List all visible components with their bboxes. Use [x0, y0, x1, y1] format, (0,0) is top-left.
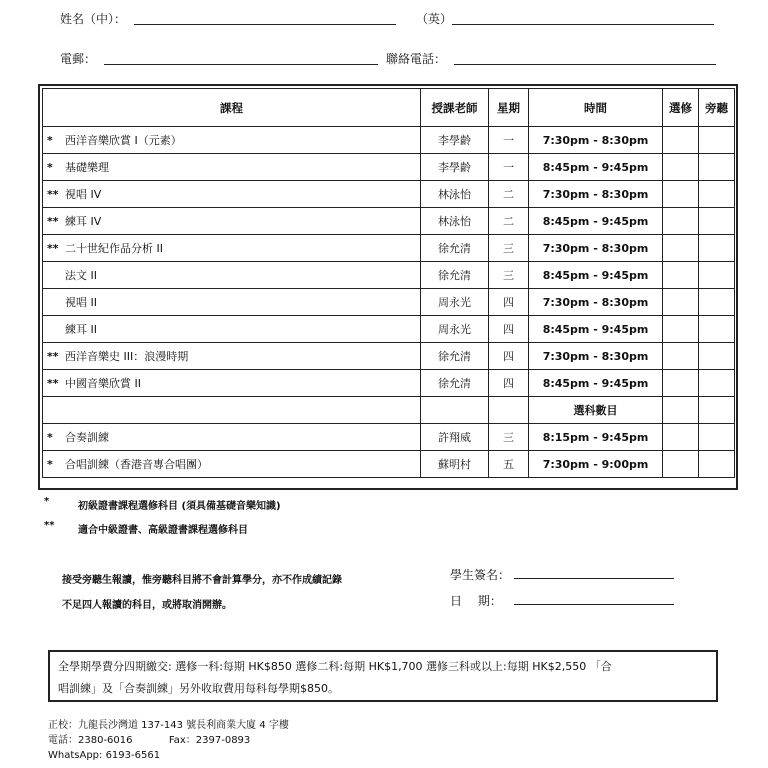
- course-cell: [43, 181, 421, 208]
- note-single-mark: *: [44, 496, 50, 507]
- table-row: [43, 451, 735, 478]
- day-cell: 四: [489, 289, 529, 316]
- footer-fax: Fax：2397-0893: [168, 735, 251, 746]
- course-mark: **: [47, 215, 59, 228]
- elective-checkbox-cell[interactable]: [663, 424, 699, 451]
- email-field[interactable]: [104, 64, 378, 65]
- audit-checkbox-cell[interactable]: [699, 181, 735, 208]
- time-cell: 7:30pm - 8:30pm: [529, 181, 663, 208]
- teacher-cell: 蘇明村: [421, 451, 489, 478]
- course-name: 合唱訓練（香港音專合唱團）: [65, 458, 208, 471]
- name-chinese-label: 姓名（中）：: [60, 12, 127, 26]
- time-cell: 7:30pm - 8:30pm: [529, 235, 663, 262]
- course-cell: [43, 208, 421, 235]
- course-name: 練耳 IV: [65, 215, 102, 228]
- note-single-text: 初級證書課程選修科目 (須具備基礎音樂知識): [78, 501, 281, 512]
- elective-checkbox-cell[interactable]: [663, 370, 699, 397]
- section-empty-cell: [699, 397, 735, 424]
- day-cell: 一: [489, 127, 529, 154]
- elective-checkbox-cell[interactable]: [663, 289, 699, 316]
- table-row: [43, 289, 735, 316]
- day-cell: 二: [489, 208, 529, 235]
- course-cell: [43, 262, 421, 289]
- audit-checkbox-cell[interactable]: [699, 127, 735, 154]
- audit-checkbox-cell[interactable]: [699, 154, 735, 181]
- day-cell: 三: [489, 235, 529, 262]
- time-cell: 8:45pm - 9:45pm: [529, 154, 663, 181]
- policy-audit-text: 接受旁聽生報讀，惟旁聽科目將不會計算學分，亦不作成績記錄: [62, 575, 342, 586]
- teacher-cell: 周永光: [421, 316, 489, 343]
- elective-checkbox-cell[interactable]: [663, 451, 699, 478]
- course-name: 西洋音樂史 III：浪漫時期: [65, 350, 189, 363]
- student-signature-label: 學生簽名：: [450, 568, 511, 582]
- footer-phone: 電話：2380-6016: [48, 735, 133, 746]
- audit-checkbox-cell[interactable]: [699, 235, 735, 262]
- table-row: [43, 316, 735, 343]
- teacher-cell: 徐允清: [421, 343, 489, 370]
- course-cell: [43, 451, 421, 478]
- section-empty-cell: [43, 397, 421, 424]
- audit-checkbox-cell[interactable]: [699, 208, 735, 235]
- teacher-cell: 徐允清: [421, 262, 489, 289]
- elective-checkbox-cell[interactable]: [663, 154, 699, 181]
- course-name: 基礎樂理: [65, 161, 109, 174]
- time-cell: 7:30pm - 8:30pm: [529, 289, 663, 316]
- elective-checkbox-cell[interactable]: [663, 262, 699, 289]
- elective-checkbox-cell[interactable]: [663, 127, 699, 154]
- course-mark: *: [47, 431, 53, 444]
- course-name: 西洋音樂欣賞 I（元素）: [65, 134, 182, 147]
- table-row: [43, 262, 735, 289]
- teacher-cell: 徐允清: [421, 370, 489, 397]
- section-row: [43, 397, 735, 424]
- audit-checkbox-cell[interactable]: [699, 451, 735, 478]
- table-row: [43, 370, 735, 397]
- audit-checkbox-cell[interactable]: [699, 316, 735, 343]
- course-mark: *: [47, 134, 53, 147]
- date-label: 日 期：: [450, 594, 502, 608]
- time-cell: 7:30pm - 8:30pm: [529, 343, 663, 370]
- elective-checkbox-cell[interactable]: [663, 343, 699, 370]
- phone-label: 聯絡電話：: [386, 52, 447, 66]
- table-header-row: [43, 89, 735, 127]
- fee-box: [48, 650, 718, 702]
- audit-checkbox-cell[interactable]: [699, 343, 735, 370]
- course-name: 練耳 II: [65, 323, 97, 336]
- day-cell: 四: [489, 343, 529, 370]
- course-cell: [43, 127, 421, 154]
- email-label: 電郵：: [60, 52, 97, 66]
- time-cell: 8:45pm - 9:45pm: [529, 208, 663, 235]
- course-name: 法文 II: [65, 269, 97, 282]
- footer: [48, 718, 289, 763]
- course-name: 中國音樂欣賞 II: [65, 377, 141, 390]
- table-row: [43, 235, 735, 262]
- table-row: [43, 127, 735, 154]
- footer-contact: [48, 733, 289, 748]
- name-english-field[interactable]: [452, 24, 714, 25]
- day-cell: 四: [489, 316, 529, 343]
- day-cell: 三: [489, 424, 529, 451]
- header-day: 星期: [489, 89, 529, 127]
- section-empty-cell: [489, 397, 529, 424]
- note-double-mark: **: [44, 520, 55, 531]
- time-cell: 7:30pm - 9:00pm: [529, 451, 663, 478]
- day-cell: 五: [489, 451, 529, 478]
- course-mark: **: [47, 188, 59, 201]
- course-cell: [43, 289, 421, 316]
- course-cell: [43, 370, 421, 397]
- teacher-cell: 李學齡: [421, 154, 489, 181]
- table-row: [43, 181, 735, 208]
- time-cell: 8:45pm - 9:45pm: [529, 262, 663, 289]
- audit-checkbox-cell[interactable]: [699, 289, 735, 316]
- elective-checkbox-cell[interactable]: [663, 181, 699, 208]
- name-chinese-field[interactable]: [134, 24, 396, 25]
- header-course: 課程: [43, 89, 421, 127]
- teacher-cell: 周永光: [421, 289, 489, 316]
- header-elective: 選修: [663, 89, 699, 127]
- section-empty-cell: [421, 397, 489, 424]
- time-cell: 8:15pm - 9:45pm: [529, 424, 663, 451]
- audit-checkbox-cell[interactable]: [699, 262, 735, 289]
- header-audit: 旁聽: [699, 89, 735, 127]
- course-cell: [43, 343, 421, 370]
- course-mark: **: [47, 377, 59, 390]
- time-cell: 8:45pm - 9:45pm: [529, 370, 663, 397]
- time-cell: 7:30pm - 8:30pm: [529, 127, 663, 154]
- teacher-cell: 林泳怡: [421, 208, 489, 235]
- course-name: 視唱 II: [65, 296, 97, 309]
- name-english-label: （英）: [416, 12, 453, 26]
- elective-checkbox-cell[interactable]: [663, 208, 699, 235]
- fee-line-2: 唱訓練」及「合奏訓練」另外收取費用每科每學期$850。: [58, 682, 339, 695]
- note-double-text: 適合中級證書、高級證書課程選修科目: [78, 525, 248, 536]
- course-cell: [43, 235, 421, 262]
- course-mark: *: [47, 458, 53, 471]
- day-cell: 四: [489, 370, 529, 397]
- header-time: 時間: [529, 89, 663, 127]
- section-empty-cell: [663, 397, 699, 424]
- course-name: 二十世紀作品分析 II: [65, 242, 163, 255]
- audit-checkbox-cell[interactable]: [699, 370, 735, 397]
- table-row: [43, 154, 735, 181]
- table-row: [43, 424, 735, 451]
- day-cell: 三: [489, 262, 529, 289]
- course-name: 視唱 IV: [65, 188, 102, 201]
- date-field[interactable]: [514, 604, 674, 605]
- fee-line-1: 全學期學費分四期繳交: 選修一科:每期 HK$850 選修二科:每期 HK$1,700 選修三科或以上:每期 HK$2,550 「合: [58, 660, 612, 673]
- course-cell: [43, 424, 421, 451]
- phone-field[interactable]: [454, 64, 716, 65]
- student-signature-field[interactable]: [514, 578, 674, 579]
- course-mark: **: [47, 242, 59, 255]
- teacher-cell: 許翔威: [421, 424, 489, 451]
- teacher-cell: 徐允清: [421, 235, 489, 262]
- time-cell: 8:45pm - 9:45pm: [529, 316, 663, 343]
- table-row: [43, 208, 735, 235]
- elective-checkbox-cell[interactable]: [663, 235, 699, 262]
- day-cell: 二: [489, 181, 529, 208]
- policy-cancel-text: 不足四人報讀的科目，或將取消開辦。: [62, 600, 232, 611]
- footer-whatsapp: WhatsApp: 6193-6561: [48, 750, 161, 761]
- course-cell: [43, 316, 421, 343]
- teacher-cell: 林泳怡: [421, 181, 489, 208]
- elective-checkbox-cell[interactable]: [663, 316, 699, 343]
- section-label: 選科數目: [529, 397, 663, 424]
- course-table: [38, 84, 738, 490]
- header-teacher: 授課老師: [421, 89, 489, 127]
- footer-address: 正校：九龍長沙灣道 137-143 號長利商業大廈 4 字樓: [48, 720, 289, 731]
- course-mark: **: [47, 350, 59, 363]
- course-cell: [43, 154, 421, 181]
- course-mark: *: [47, 161, 53, 174]
- audit-checkbox-cell[interactable]: [699, 424, 735, 451]
- course-name: 合奏訓練: [65, 431, 109, 444]
- table-row: [43, 343, 735, 370]
- teacher-cell: 李學齡: [421, 127, 489, 154]
- day-cell: 一: [489, 154, 529, 181]
